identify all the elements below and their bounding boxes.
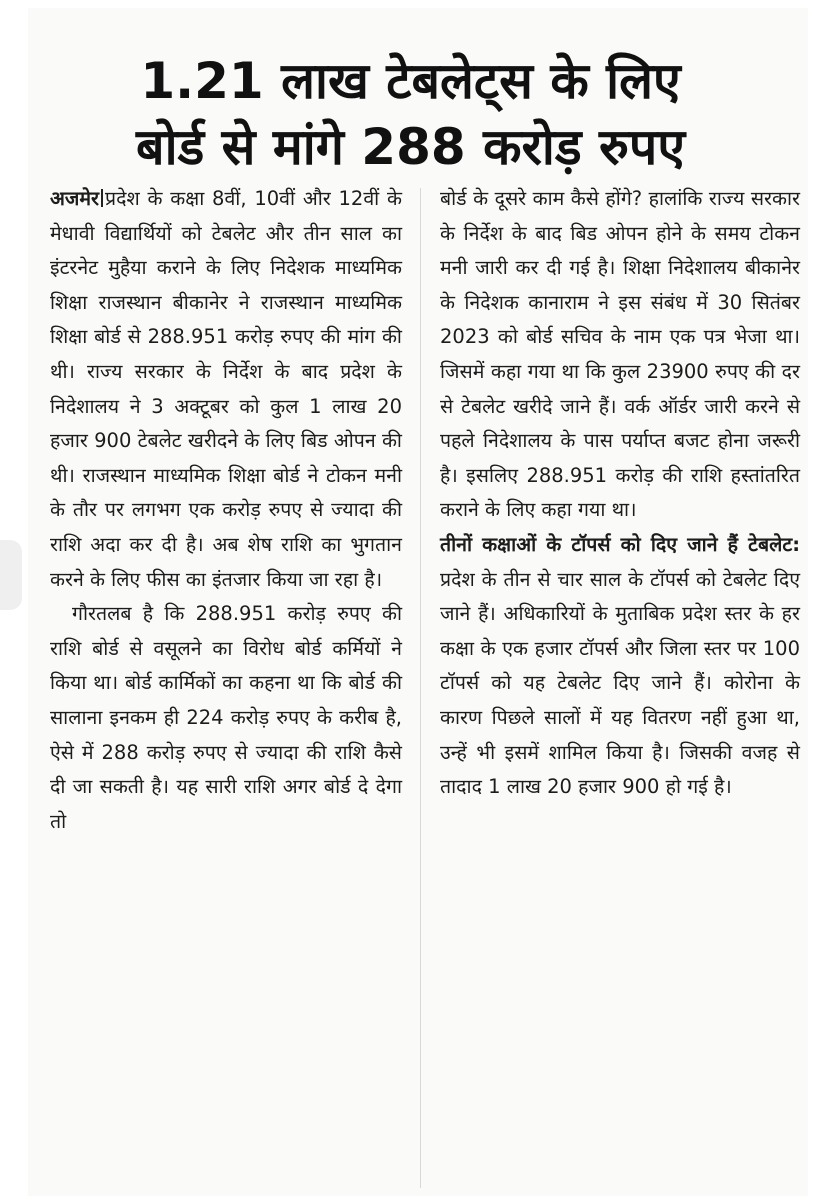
article-paragraph-1: [50, 182, 402, 597]
page-edge-shadow: [0, 540, 22, 610]
article-paragraph-3: बोर्ड के दूसरे काम कैसे होंगे? हालांकि राज्य सरकार के निर्देश के बाद बिड ओपन होने के समय टोकन मनी जारी कर दी गई है। शिक्षा निदेशालय बीकानेर के निदेशक कानाराम ने इस संबंध में 30 सितंबर 2023 को बोर्ड सचिव के नाम एक पत्र भेजा था। जिसमें कहा गया था कि कुल 23900 रुपए की दर से टेबलेट खरीदे जाने हैं। वर्क ऑर्डर जारी करने से पहले निदेशालय के पास पर्याप्त बजट होना जरूरी है। इसलिए 288.951 करोड़ की राशि हस्तांतरित कराने के लिए कहा गया था।: [440, 187, 800, 522]
headline-line-2: बोर्ड से मांगे 288 करोड़ रुपए: [136, 117, 685, 176]
article-paragraph-4: [440, 528, 800, 805]
article-paragraph-4-text: प्रदेश के तीन से चार साल के टॉपर्स को टेबलेट दिए जाने हैं। अधिकारियों के मुताबिक प्रदेश स्तर के हर कक्षा के एक हजार टॉपर्स और जिला स्तर पर 100 टॉपर्स को यह टेबलेट दिए जाने हैं। कोरोना के कारण पिछले सालों में यह वितरण नहीं हुआ था, उन्हें भी इसमें शामिल किया है। जिसकी वजह से तादाद 1 लाख 20 हजार 900 हो गई है।: [440, 567, 800, 799]
column-divider: [420, 188, 421, 1188]
article-column-right: [440, 182, 800, 805]
article-column-left: [50, 182, 402, 839]
article-paragraph-1-text: प्रदेश के कक्षा 8वीं, 10वीं और 12वीं के मेधावी विद्यार्थियों को टेबलेट और तीन साल का इंटरनेट मुहैया कराने के लिए निदेशक माध्यमिक शिक्षा राजस्थान बीकानेर ने राजस्थान माध्यमिक शिक्षा बोर्ड से 288.951 करोड़ रुपए की मांग की थी। राज्य सरकार के निर्देश के बाद प्रदेश के निदेशालय ने 3 अक्टूबर को कुल 1 लाख 20 हजार 900 टेबलेट खरीदने के लिए बिड ओपन की थी। राजस्थान माध्यमिक शिक्षा बोर्ड ने टोकन मनी के तौर पर लगभग एक करोड़ रुपए से ज्यादा की राशि अदा कर दी है। अब शेष राशि का भुगतान करने के लिए फीस का इंतजार किया जा रहा है।: [50, 187, 403, 591]
article-headline: [28, 48, 793, 180]
article-paragraph-2: गौरतलब है कि 288.951 करोड़ रुपए की राशि बोर्ड से वसूलने का विरोध बोर्ड कर्मियों ने किया था। बोर्ड कार्मिकों का कहना था कि बोर्ड की सालाना इनकम ही 224 करोड़ रुपए के करीब है, ऐसे में 288 करोड़ रुपए से ज्यादा की राशि कैसे दी जा सकती है। यह सारी राशि अगर बोर्ड दे देगा तो: [50, 602, 402, 833]
dateline: अजमेर: [50, 187, 100, 210]
dateline-separator: [101, 189, 103, 207]
headline-line-1: 1.21 लाख टेबलेट्स के लिए: [140, 51, 681, 110]
article-subheading: तीनों कक्षाओं के टॉपर्स को दिए जाने हैं टेबलेट:: [440, 532, 800, 556]
